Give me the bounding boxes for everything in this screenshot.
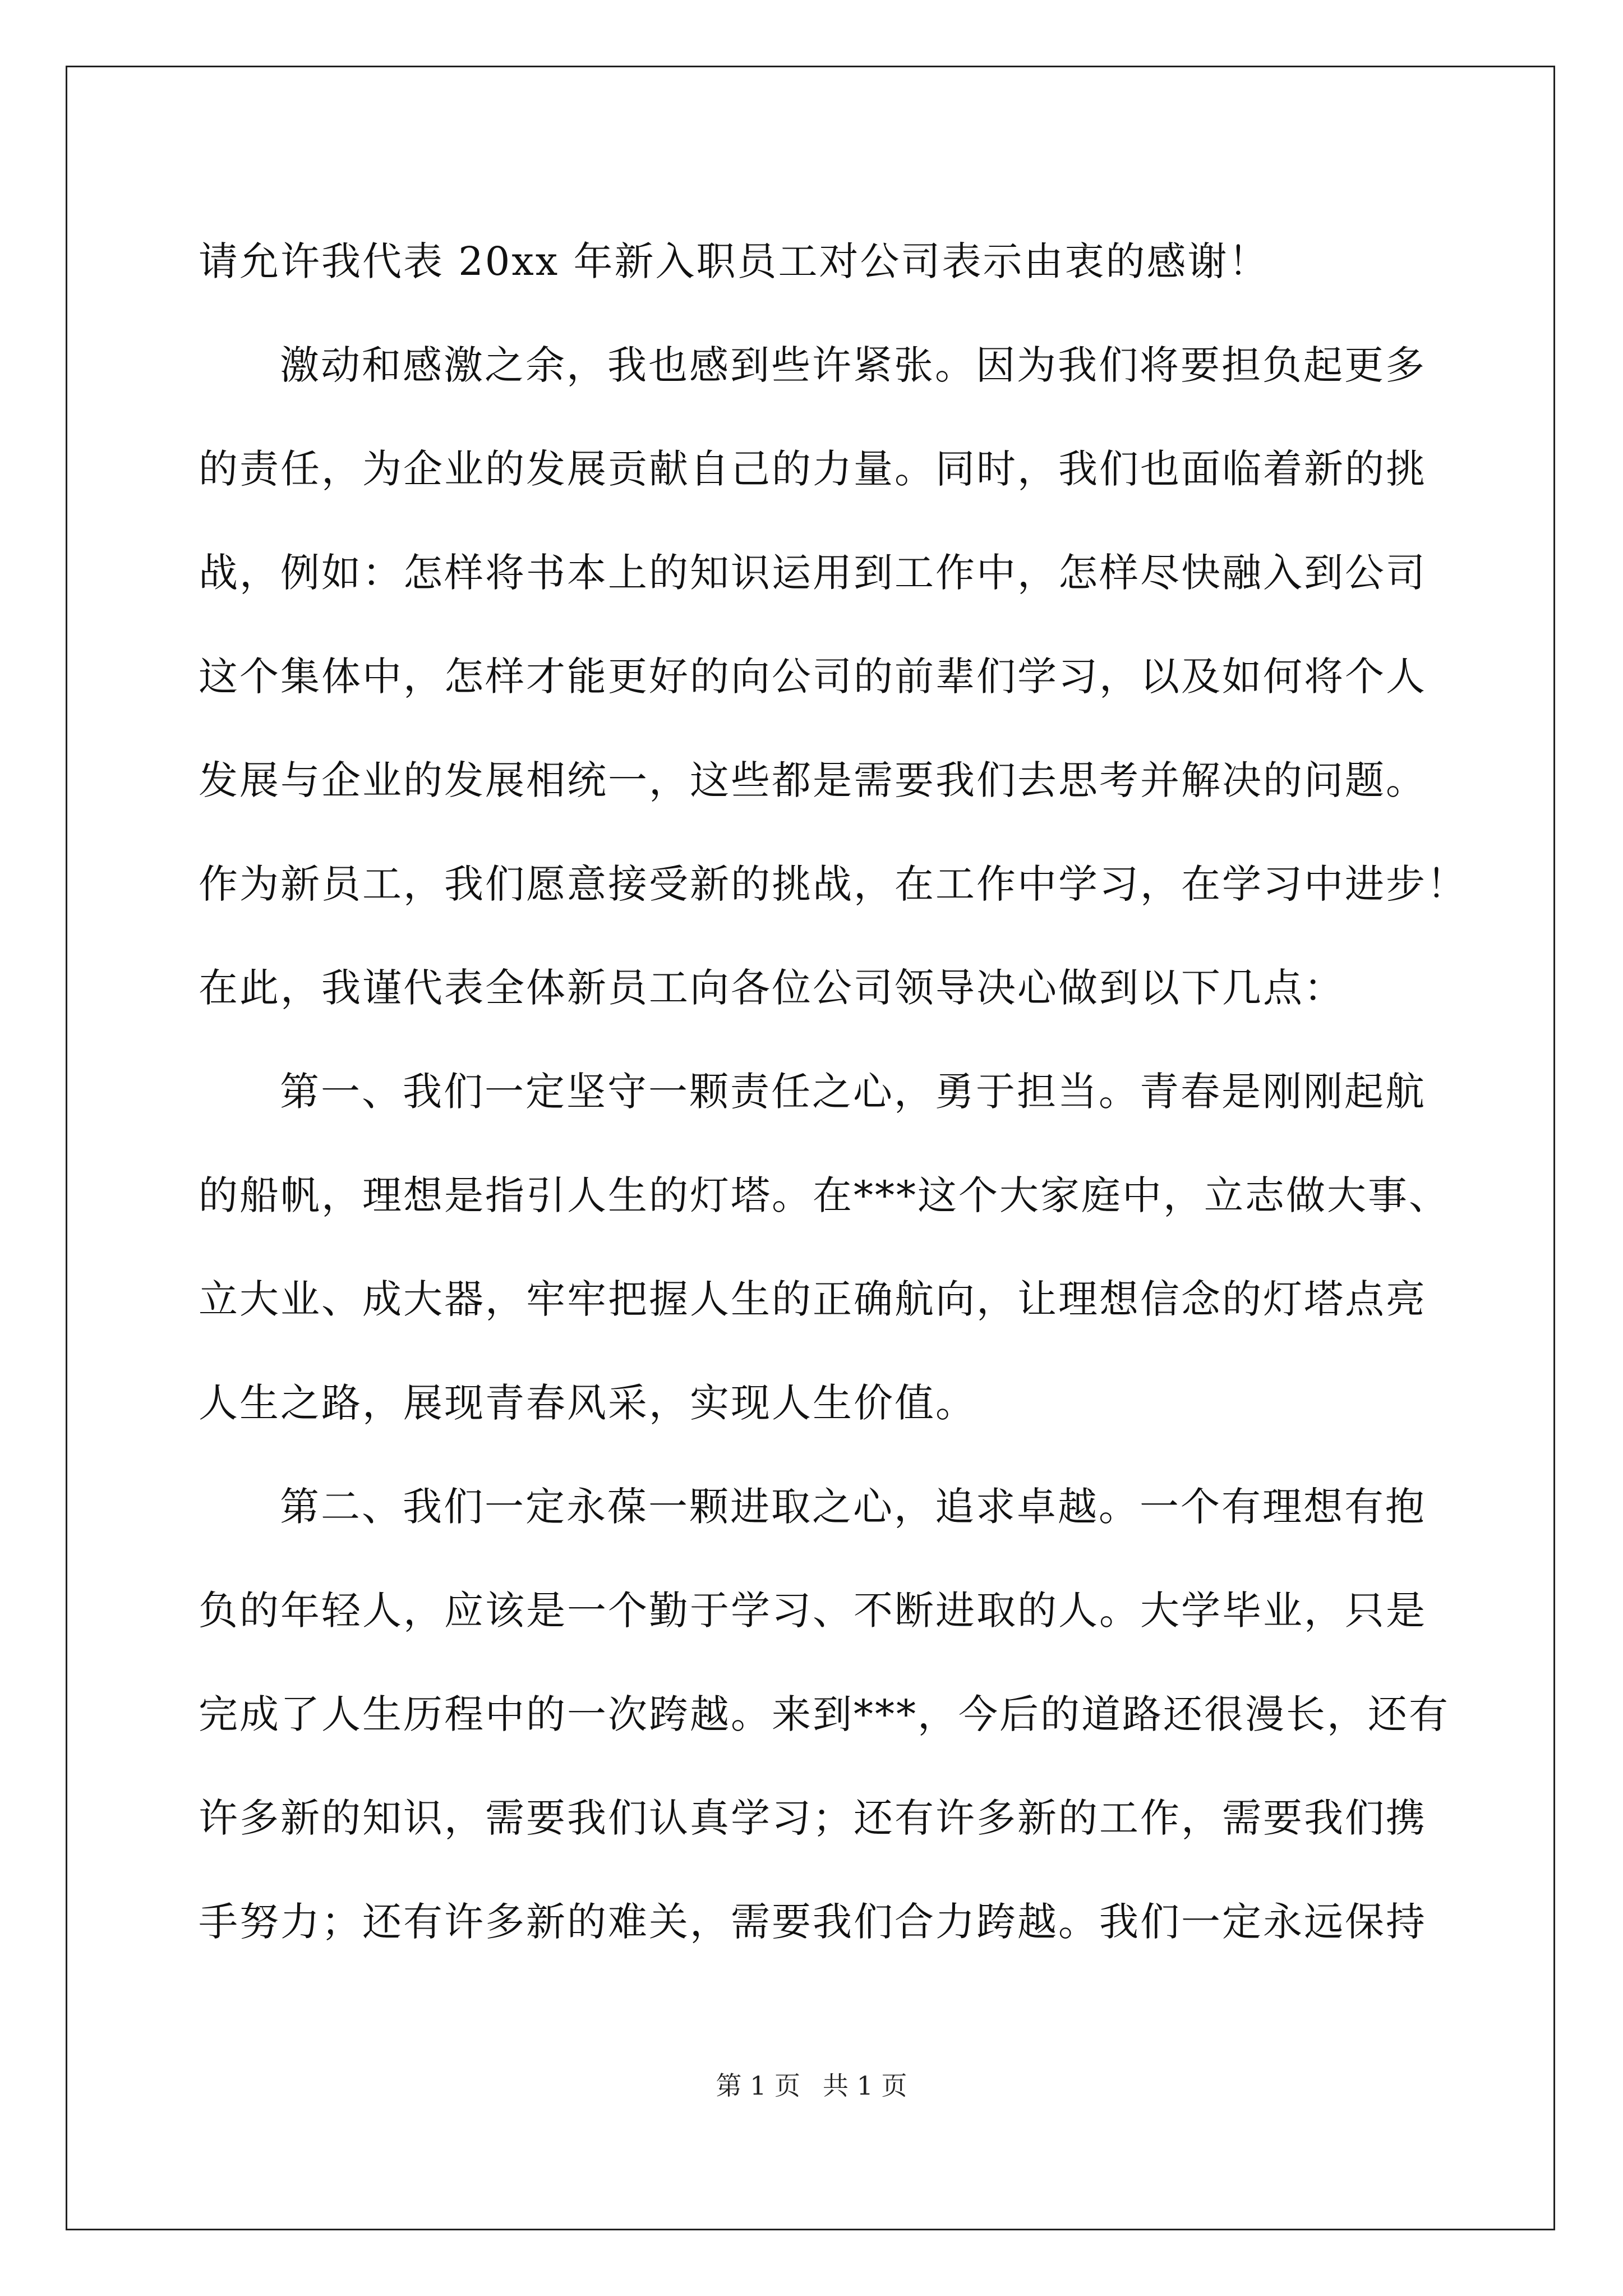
page-footer <box>0 2069 1623 2102</box>
text-line: 发展与企业的发展相统一，这些都是需要我们去思考并解决的问题。 <box>199 757 1427 803</box>
text-line: 第一、我们一定坚守一颗责任之心，勇于担当。青春是刚刚起航 <box>280 1069 1426 1115</box>
text-line: 负的年轻人，应该是一个勤于学习、不断进取的人。大学毕业，只是 <box>199 1588 1427 1634</box>
page-total: 共 1 页 <box>823 2070 907 2101</box>
text-line: 完成了人生历程中的一次跨越。来到***，今后的道路还很漫长，还有 <box>199 1691 1450 1737</box>
text-line: 人生之路，展现青春风采，实现人生价值。 <box>199 1380 976 1426</box>
text-line: 第二、我们一定永葆一颗进取之心，追求卓越。一个有理想有抱 <box>280 1484 1426 1530</box>
text-line: 的船帆，理想是指引人生的灯塔。在***这个大家庭中，立志做大事、 <box>199 1172 1450 1218</box>
text-line: 立大业、成大器，牢牢把握人生的正确航向，让理想信念的灯塔点亮 <box>199 1276 1427 1322</box>
text-line: 这个集体中，怎样才能更好的向公司的前辈们学习，以及如何将个人 <box>199 654 1427 700</box>
text-line: 许多新的知识，需要我们认真学习；还有许多新的工作，需要我们携 <box>199 1795 1427 1841</box>
document-body <box>199 210 1468 1974</box>
text-line: 作为新员工，我们愿意接受新的挑战，在工作中学习，在学习中进步！ <box>199 861 1468 907</box>
text-line: 手努力；还有许多新的难关，需要我们合力跨越。我们一定永远保持 <box>199 1899 1427 1945</box>
page-number: 第 1 页 <box>716 2070 800 2101</box>
text-line: 的责任，为企业的发展贡献自己的力量。同时，我们也面临着新的挑 <box>199 446 1427 492</box>
text-line: 请允许我代表 20xx 年新入职员工对公司表示由衷的感谢！ <box>199 238 1270 284</box>
text-line: 激动和感激之余，我也感到些许紧张。因为我们将要担负起更多 <box>280 342 1426 388</box>
text-line: 战，例如：怎样将书本上的知识运用到工作中，怎样尽快融入到公司 <box>199 550 1427 596</box>
text-line: 在此，我谨代表全体新员工向各位公司领导决心做到以下几点： <box>199 965 1345 1011</box>
